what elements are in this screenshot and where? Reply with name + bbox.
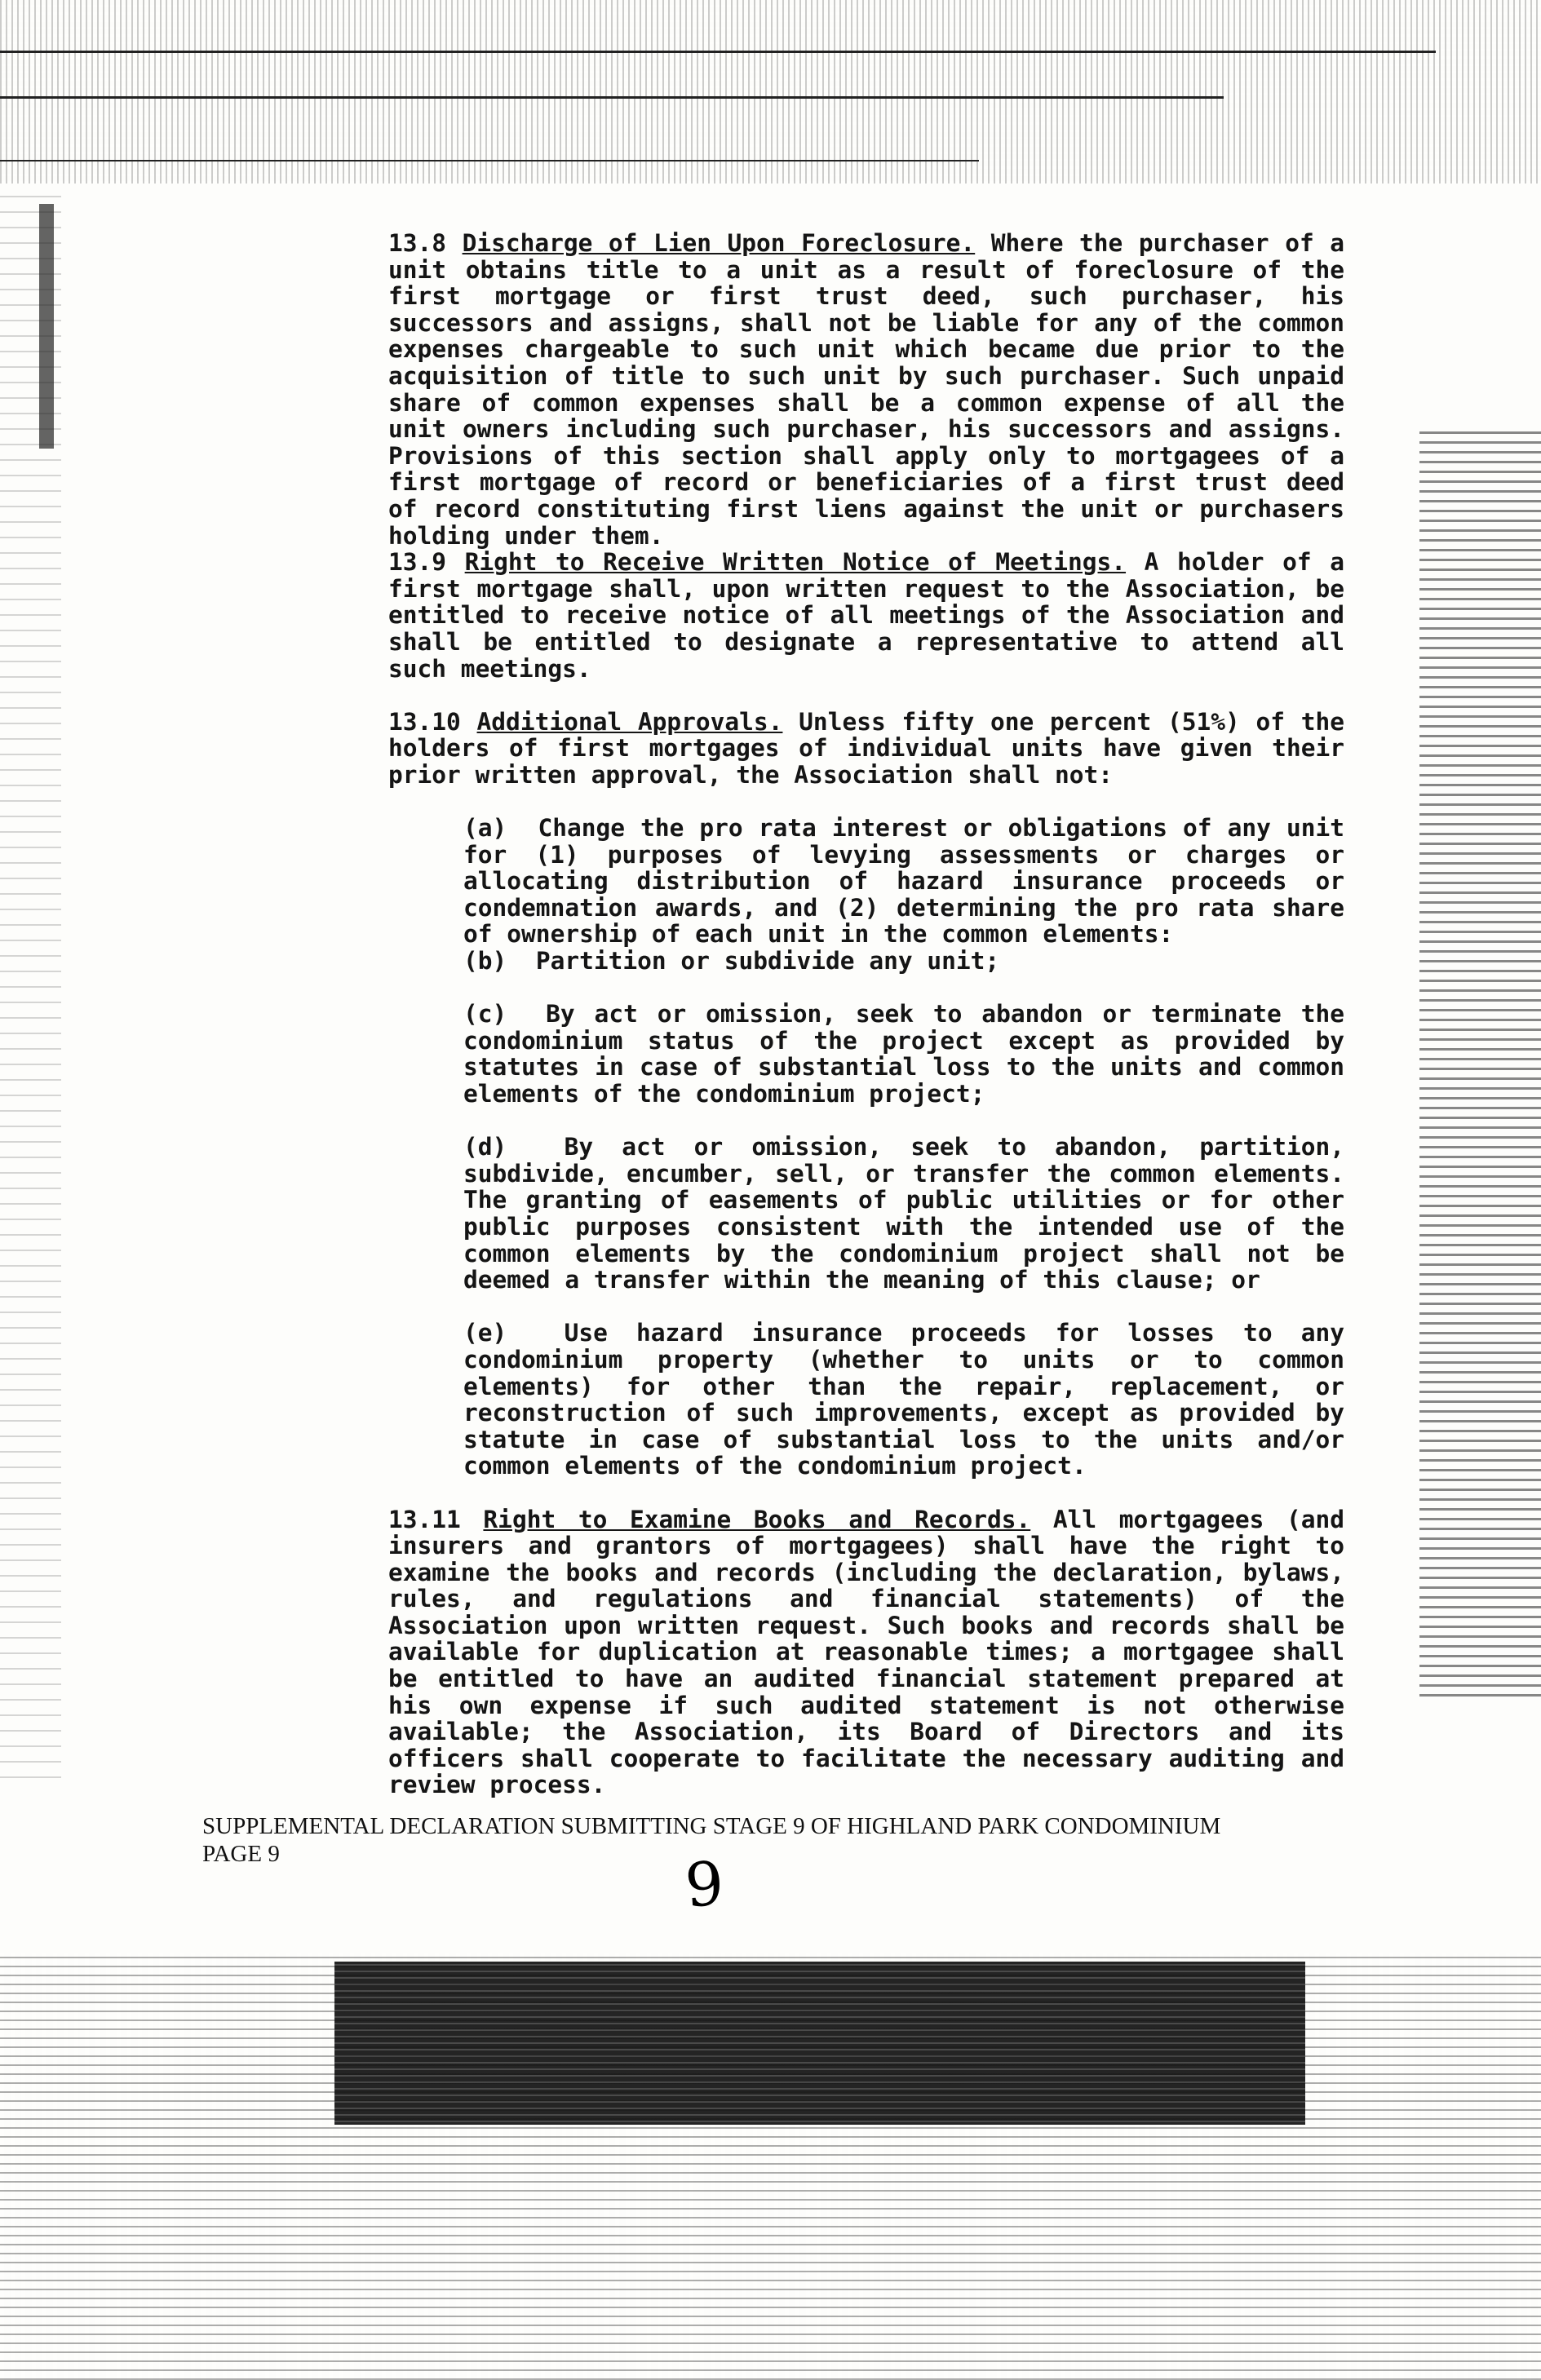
clause-label: (e) xyxy=(463,1319,507,1347)
spacer xyxy=(202,788,1344,815)
clause-e xyxy=(202,1320,1344,1480)
footer-page-label: PAGE 9 xyxy=(202,1841,280,1867)
footer-title: SUPPLEMENTAL DECLARATION SUBMITTING STAGE 9 OF HIGHLAND PARK CONDOMINIUM xyxy=(202,1813,1221,1839)
scan-line xyxy=(0,51,1436,53)
spacer xyxy=(202,975,1344,1002)
section-13-8 xyxy=(202,230,1344,549)
section-number: 13.9 xyxy=(388,548,447,577)
scan-noise-right xyxy=(1419,424,1541,1697)
clause-label: (a) xyxy=(463,814,507,843)
section-heading: Discharge of Lien Upon Foreclosure. xyxy=(462,229,976,257)
spacer xyxy=(202,1294,1344,1321)
section-13-11 xyxy=(202,1506,1344,1799)
section-heading: Right to Examine Books and Records. xyxy=(483,1505,1031,1533)
section-13-10 xyxy=(202,709,1344,789)
document-body xyxy=(202,230,1344,1798)
clause-a xyxy=(202,815,1344,948)
section-text: A holder of a first mortgage shall, upon written request to the Association, be entitled to receive notice of all meetings of the Association and shall be entitled to designate a representative to attend all such meetings. xyxy=(388,548,1344,683)
clause-label: (b) xyxy=(463,947,507,975)
clause-b xyxy=(202,948,1344,975)
section-number: 13.10 xyxy=(388,707,461,736)
scan-line xyxy=(0,96,1224,99)
clause-d xyxy=(202,1134,1344,1294)
handwritten-page-number: 9 xyxy=(683,1848,727,1922)
clause-text: By act or omission, seek to abandon or terminate the condominium status of the project except as provided by statutes in case of substantial loss to the units and common elements of the condominium project; xyxy=(463,1000,1345,1108)
scan-line xyxy=(0,160,979,161)
section-number: 13.11 xyxy=(388,1505,461,1533)
section-text: Unless fifty one percent (51%) of the holders of first mortgages of individual units have given their prior written approval, the Association shall not: xyxy=(388,707,1344,789)
scan-noise-top xyxy=(0,0,1541,184)
clause-text: Change the pro rata interest or obligations of any unit for (1) purposes of levying assessments or charges or allocating distribution of hazard insurance proceeds or condemnation awards, and (2) determining the pro rata share of ownership of each unit in the common elements: xyxy=(463,814,1345,949)
page-footer xyxy=(202,1812,1344,1868)
scan-dark-block xyxy=(334,1962,1305,2125)
clause-text: Partition or subdivide any unit; xyxy=(535,947,1000,975)
clause-c xyxy=(202,1001,1344,1107)
spacer xyxy=(202,1108,1344,1135)
spacer xyxy=(202,1480,1344,1506)
section-text: All mortgagees (and insurers and grantors of mortgagees) shall have the right to examine the books and records (including the declaration, bylaws, rules, and regulations and financial statements) of the Association upon written request. Such books and records shall be available for duplication at reasonable times; a mortgagee shall be entitled to have an audited financial statement prepared at his own expense if such audited statement is not otherwise available; the Association, its Board of Directors and its officers shall cooperate to facilitate the necessary auditing and review process. xyxy=(388,1505,1344,1799)
spacer xyxy=(202,682,1344,709)
section-heading: Additional Approvals. xyxy=(476,707,783,736)
section-text: Where the purchaser of a unit obtains title to a unit as a result of foreclosure of the first mortgage or first trust deed, such purchaser, his successors and assigns, shall not be liable for any of the common expenses chargeable to such unit which became due prior to the acquisition of title to such unit by such purchaser. Such unpaid share of common expenses shall be a common expense of all the unit owners including such purchaser, his successors and assigns. Provisions of this section shall apply only to mortgagees of a first mortgage of record or beneficiaries of a first trust deed of record constituting first liens against the unit or purchasers holding under them. xyxy=(388,229,1344,550)
clause-label: (d) xyxy=(463,1133,507,1161)
section-heading: Right to Receive Written Notice of Meetings. xyxy=(464,548,1127,577)
clause-label: (c) xyxy=(463,1000,507,1029)
clause-text: By act or omission, seek to abandon, partition, subdivide, encumber, sell, or transfer the common elements. The granting of easements of public utilities or for other public purposes consistent with the intended use of the common elements by the condominium project shall not be deemed a transfer within the meaning of this clause; or xyxy=(463,1133,1344,1294)
section-number: 13.8 xyxy=(388,229,447,257)
section-13-9 xyxy=(202,549,1344,682)
clause-text: Use hazard insurance proceeds for losses to any condominium property (whether to units or to common elements) for other than the repair, replacement, or reconstruction of such improvements, except as provided by statute in case of substantial loss to the units and/or common elements of the condominium project. xyxy=(463,1319,1344,1480)
scan-bar-left xyxy=(39,204,54,449)
